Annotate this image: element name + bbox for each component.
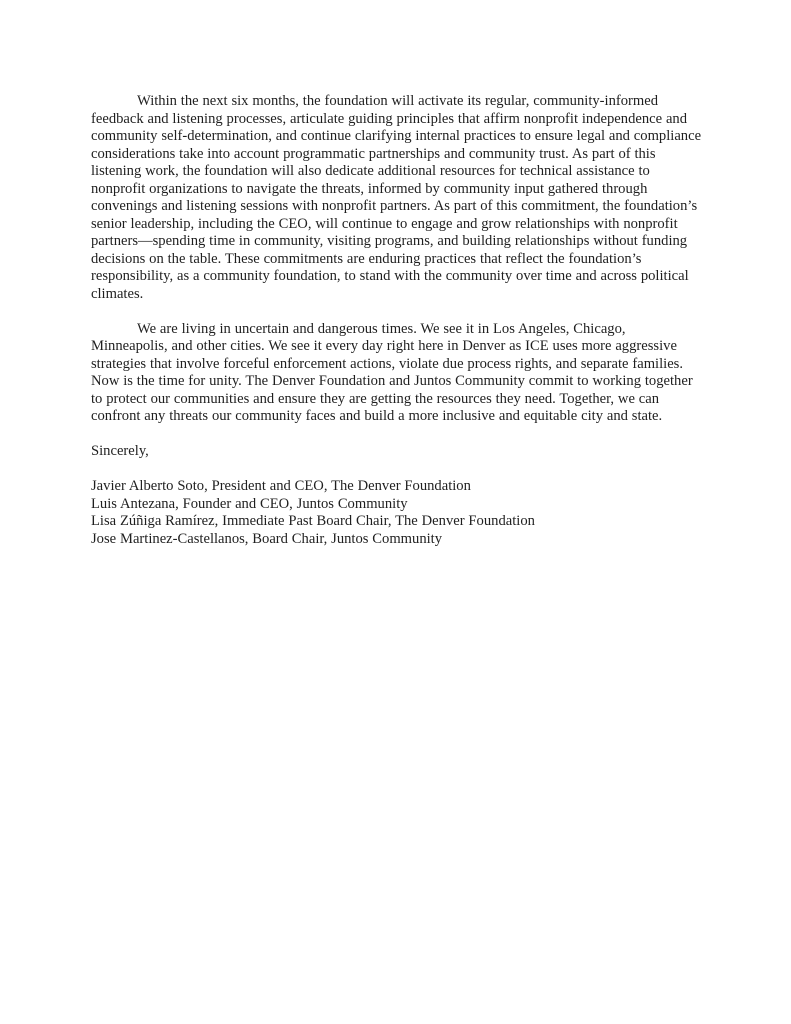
signature-line-luis-antezana: Luis Antezana, Founder and CEO, Juntos Community [91, 495, 408, 512]
signature-line-jose-martinez-castellanos: Jose Martinez-Castellanos, Board Chair, Juntos Community [91, 530, 443, 547]
signature-block [91, 478, 704, 548]
signature-line-javier-soto: Javier Alberto Soto, President and CEO, The Denver Foundation [91, 478, 471, 494]
signature-line-lisa-zuniga-ramirez: Lisa Zúñiga Ramírez, Immediate Past Board Chair, The Denver Foundation [91, 513, 535, 529]
letter-paragraph-commitments: Within the next six months, the foundation will activate its regular, community-informed feedback and listening processes, articulate guiding principles that affirm nonprofit independence and community self-determination, and continue clarifying internal practices to ensure legal and compliance considerations take into account programmatic partnerships and community trust. As part of this listening work, the foundation will also dedicate additional resources for technical assistance to nonprofit organizations to navigate the threats, informed by community input gathered through convenings and listening sessions with nonprofit partners. As part of this commitment, the foundation’s senior leadership, including the CEO, will continue to engage and grow relationships with nonprofit partners—spending time in community, visiting programs, and building relationships without funding decisions on the table. These commitments are enduring practices that reflect the foundation’s responsibility, as a community foundation, to stand with the community over time and across political climates. [91, 93, 702, 302]
letter-body [91, 93, 704, 548]
letter-closing: Sincerely, [91, 443, 149, 459]
letter-paragraph-call-to-unity: We are living in uncertain and dangerous times. We see it in Los Angeles, Chicago, Minneapolis, and other cities. We see it every day right here in Denver as ICE uses more aggressive strategies that involve forceful enforcement actions, violate due process rights, and separate families. Now is the time for unity. The Denver Foundation and Juntos Community commit to working together to protect our communities and ensure they are getting the resources they need. Together, we can confront any threats our community faces and build a more inclusive and equitable city and state. [91, 320, 693, 424]
